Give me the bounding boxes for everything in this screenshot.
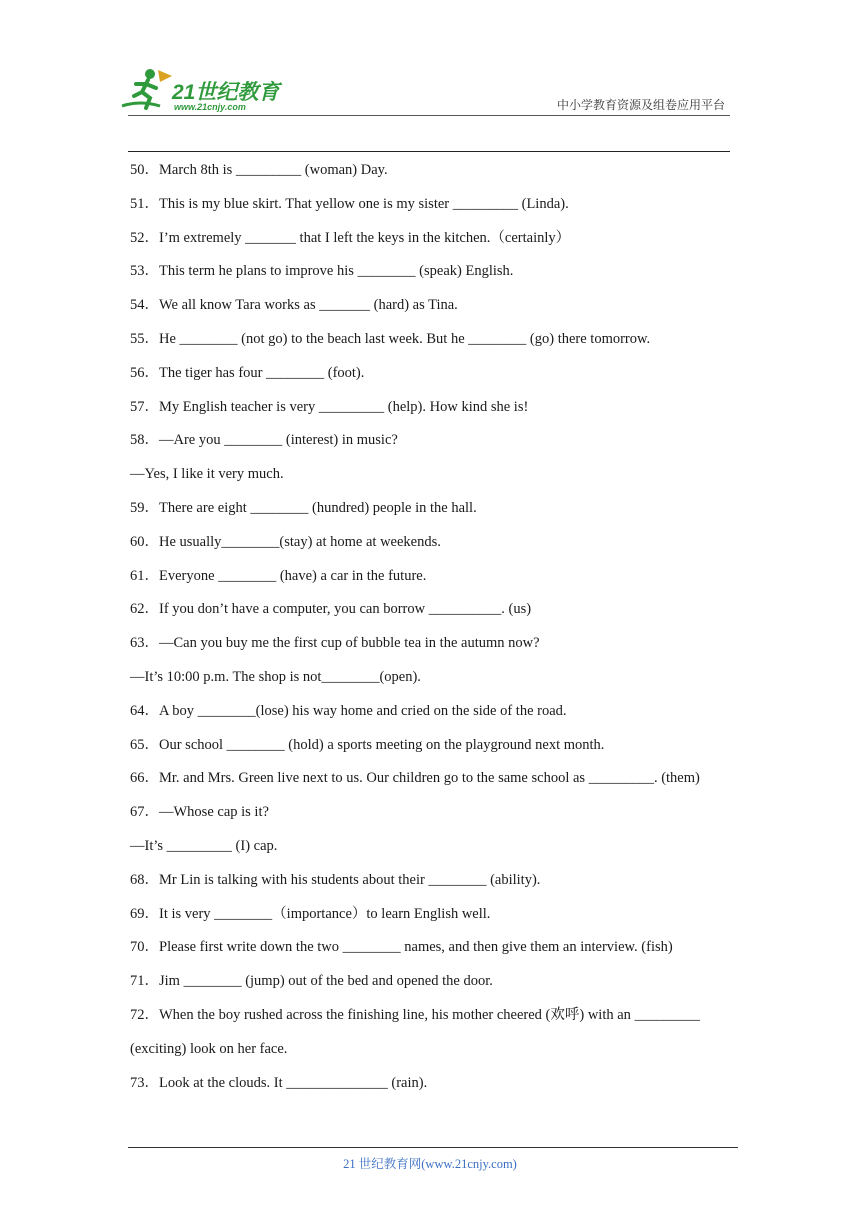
question-text: It is very bbox=[159, 905, 215, 922]
question-line bbox=[130, 160, 735, 194]
page-header bbox=[0, 0, 860, 160]
answer-blank[interactable]: _______ bbox=[245, 229, 296, 246]
question-line bbox=[130, 1005, 735, 1039]
site-logo[interactable] bbox=[120, 66, 300, 116]
question-line bbox=[130, 194, 735, 228]
question-text: (lose) his way home and cried on the side of the road. bbox=[255, 702, 567, 719]
answer-blank[interactable]: ________ bbox=[266, 364, 325, 381]
question-text: (go) there tomorrow. bbox=[526, 330, 651, 347]
answer-blank[interactable]: ________ bbox=[214, 905, 273, 922]
question-text: My English teacher is very bbox=[159, 398, 319, 415]
question-text: (help). How kind she is! bbox=[384, 398, 529, 415]
question-text: This is my blue skirt. That yellow one is my sister bbox=[159, 195, 453, 212]
question-text: （importance）to learn English well. bbox=[272, 905, 491, 922]
answer-blank[interactable]: ________ bbox=[321, 668, 380, 685]
answer-blank[interactable]: _________ bbox=[235, 162, 302, 178]
answer-blank[interactable]: ______________ bbox=[286, 1074, 388, 1091]
question-line bbox=[130, 397, 735, 431]
answer-blank[interactable]: _______ bbox=[319, 297, 370, 314]
question-text: —Whose cap is it? bbox=[159, 804, 269, 821]
question-number: 73． bbox=[130, 1074, 159, 1091]
question-line bbox=[130, 498, 735, 532]
question-number: 68． bbox=[130, 871, 159, 888]
question-text: Mr. and Mrs. Green live next to us. Our children go to the same school as bbox=[159, 770, 589, 787]
question-number: 72． bbox=[130, 1006, 159, 1023]
question-number: 69． bbox=[130, 905, 159, 922]
answer-blank[interactable]: ________ bbox=[468, 330, 527, 347]
answer-blank[interactable]: _________ bbox=[452, 195, 518, 212]
question-text: (I) cap. bbox=[231, 837, 278, 854]
question-text: (have) a car in the future. bbox=[276, 567, 427, 584]
question-number: 65． bbox=[130, 736, 159, 753]
question-text: A boy bbox=[159, 702, 198, 719]
question-line bbox=[130, 937, 735, 971]
running-man-logo-icon bbox=[120, 66, 176, 114]
question-text: If you don’t have a computer, you can borrow bbox=[159, 601, 429, 618]
header-divider bbox=[128, 115, 730, 116]
question-text: (hard) as Tina. bbox=[369, 297, 458, 314]
question-number: 62． bbox=[130, 601, 159, 618]
question-line bbox=[130, 464, 735, 498]
question-text: There are eight bbox=[159, 499, 251, 516]
answer-blank[interactable]: ________ bbox=[226, 736, 285, 753]
answer-blank[interactable]: ________ bbox=[183, 973, 242, 990]
question-text: names, and then give them an interview. (fish) bbox=[400, 939, 673, 956]
question-line bbox=[130, 532, 735, 566]
question-number: 55． bbox=[130, 330, 159, 347]
question-text: (not go) to the beach last week. But he bbox=[237, 330, 469, 347]
content-top-divider bbox=[128, 151, 730, 152]
question-line bbox=[130, 667, 735, 701]
question-number: 54． bbox=[130, 297, 159, 314]
question-text: (hold) a sports meeting on the playground next month. bbox=[284, 736, 605, 753]
question-text: (open). bbox=[379, 668, 421, 685]
question-text: (jump) out of the bed and opened the door. bbox=[241, 973, 493, 990]
question-text: —Can you buy me the first cup of bubble tea in the autumn now? bbox=[159, 635, 540, 652]
question-line bbox=[130, 1073, 735, 1107]
question-text: He bbox=[159, 330, 180, 347]
question-text: We all know Tara works as bbox=[159, 297, 320, 314]
question-line bbox=[130, 430, 735, 464]
answer-blank[interactable]: ________ bbox=[357, 263, 416, 280]
logo-url: www.21cnjy.com bbox=[174, 102, 246, 112]
question-number: 51． bbox=[130, 195, 159, 212]
question-line bbox=[130, 802, 735, 836]
question-number: 52． bbox=[130, 229, 159, 246]
question-line bbox=[130, 295, 735, 329]
question-number: 60． bbox=[130, 533, 159, 550]
question-text: He usually bbox=[159, 533, 222, 550]
question-text: . (them) bbox=[653, 770, 700, 787]
question-number: 57． bbox=[130, 398, 159, 415]
answer-blank[interactable]: ________ bbox=[197, 702, 256, 719]
platform-tagline: 中小学教育资源及组卷应用平台 bbox=[556, 98, 725, 112]
answer-blank[interactable]: __________ bbox=[428, 601, 502, 618]
answer-blank[interactable]: _________ bbox=[318, 398, 385, 415]
question-text: (woman) Day. bbox=[301, 162, 388, 178]
answer-blank[interactable]: ________ bbox=[428, 871, 487, 888]
question-text: I’m extremely bbox=[159, 229, 246, 246]
question-line bbox=[130, 261, 735, 295]
footer-link[interactable]: 21 世纪教育网(www.21cnjy.com) bbox=[343, 1157, 517, 1171]
answer-blank[interactable]: ________ bbox=[179, 330, 238, 347]
question-text: —Are you bbox=[159, 432, 225, 449]
question-line bbox=[130, 363, 735, 397]
question-number: 71． bbox=[130, 973, 159, 990]
question-text: When the boy rushed across the finishing line, his mother cheered (欢呼) with an bbox=[159, 1006, 635, 1023]
question-text: (stay) at home at weekends. bbox=[279, 533, 441, 550]
question-line bbox=[130, 870, 735, 904]
question-line bbox=[130, 599, 735, 633]
question-text: —It’s 10:00 p.m. The shop is not bbox=[130, 668, 322, 685]
answer-blank[interactable]: _________ bbox=[634, 1006, 700, 1023]
question-line bbox=[130, 836, 735, 870]
question-line bbox=[130, 633, 735, 667]
question-number: 59． bbox=[130, 499, 159, 516]
question-number: 63． bbox=[130, 635, 159, 652]
question-text: —Yes, I like it very much. bbox=[130, 466, 284, 483]
question-text: This term he plans to improve his bbox=[159, 263, 358, 280]
question-number: 53． bbox=[130, 263, 159, 280]
question-line bbox=[130, 329, 735, 363]
question-text: (foot). bbox=[324, 364, 365, 381]
question-number: 50． bbox=[130, 162, 159, 178]
question-line bbox=[130, 701, 735, 735]
question-line bbox=[130, 566, 735, 600]
question-text: (speak) English. bbox=[415, 263, 514, 280]
question-text: (ability). bbox=[486, 871, 541, 888]
question-text: Jim bbox=[159, 973, 184, 990]
question-text: Our school bbox=[159, 736, 227, 753]
question-line bbox=[130, 1039, 735, 1073]
question-text: (Linda). bbox=[518, 195, 569, 212]
question-text: —It’s bbox=[130, 837, 167, 854]
question-text: (rain). bbox=[387, 1074, 428, 1091]
question-text: (exciting) look on her face. bbox=[130, 1040, 288, 1057]
question-number: 70． bbox=[130, 939, 159, 956]
answer-blank[interactable]: _________ bbox=[166, 837, 232, 854]
question-text: Everyone bbox=[159, 567, 219, 584]
answer-blank[interactable]: _________ bbox=[588, 770, 654, 787]
question-line bbox=[130, 904, 735, 938]
answer-blank[interactable]: ________ bbox=[224, 432, 283, 449]
question-text: Please first write down the two bbox=[159, 939, 343, 956]
question-line bbox=[130, 735, 735, 769]
question-number: 61． bbox=[130, 567, 159, 584]
answer-blank[interactable]: ________ bbox=[218, 567, 277, 584]
answer-blank[interactable]: ________ bbox=[342, 939, 401, 956]
question-number: 66． bbox=[130, 770, 159, 787]
question-number: 58． bbox=[130, 432, 159, 449]
question-text: Look at the clouds. It bbox=[159, 1074, 287, 1091]
question-text: that I left the keys in the kitchen.（certainly） bbox=[295, 229, 571, 246]
question-text: . (us) bbox=[501, 601, 532, 618]
question-line bbox=[130, 228, 735, 262]
question-number: 64． bbox=[130, 702, 159, 719]
question-text: Mr Lin is talking with his students about their bbox=[159, 871, 429, 888]
question-text: March 8th is bbox=[159, 162, 236, 178]
question-text: The tiger has four bbox=[159, 364, 267, 381]
question-line bbox=[130, 768, 735, 802]
answer-blank[interactable]: ________ bbox=[250, 499, 309, 516]
question-list bbox=[130, 160, 735, 1106]
logo-text: 21世纪教育 bbox=[172, 81, 280, 104]
footer-divider bbox=[128, 1147, 738, 1148]
question-text: (hundred) people in the hall. bbox=[308, 499, 477, 516]
question-line bbox=[130, 971, 735, 1005]
answer-blank[interactable]: ________ bbox=[221, 533, 280, 550]
question-text: (interest) in music? bbox=[282, 432, 398, 449]
question-number: 67． bbox=[130, 804, 159, 821]
question-number: 56． bbox=[130, 364, 159, 381]
